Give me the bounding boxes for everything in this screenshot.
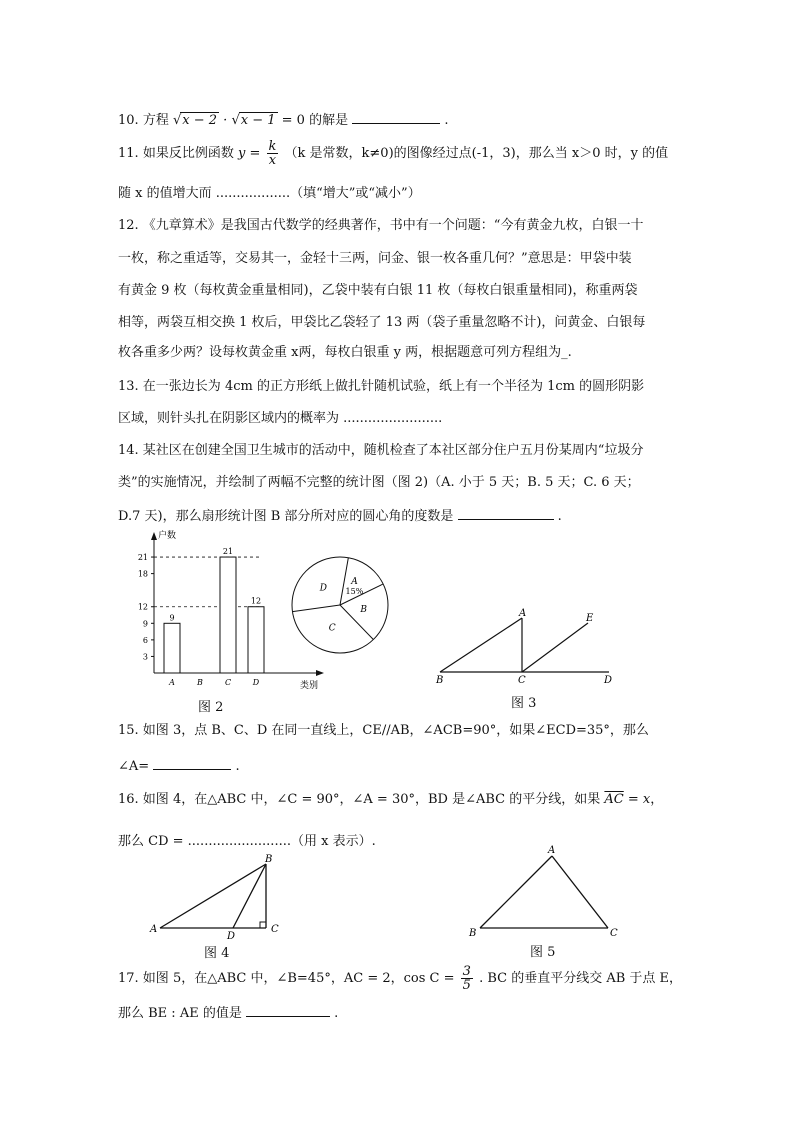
- fig3-label-b: B: [436, 675, 444, 686]
- q16-text: 16. 如图 4，在△ABC 中，∠C = 90°，∠A = 30°，BD 是∠ABC 的平分线，如果: [118, 792, 601, 807]
- q15-answer-blank[interactable]: [153, 756, 231, 770]
- fig3-line-ab: [440, 618, 522, 672]
- q12-line1: 12. 《九章算术》是我国古代数学的经典著作，书中有一个问题：“今有黄金九枚，白银一十: [118, 218, 644, 233]
- x-tick-label-a: A: [169, 678, 175, 687]
- pie-label-d: D: [319, 583, 327, 594]
- q16-vector-ac: $\overline{AC}$: [604, 792, 624, 807]
- q11-y: y =: [237, 146, 261, 161]
- q14-end: .: [557, 509, 562, 524]
- q15-angle: ∠A=: [118, 759, 150, 774]
- q15-end: .: [235, 759, 240, 774]
- q16-line1: [118, 792, 663, 808]
- y-tick-label: 21: [137, 553, 148, 563]
- q10-sqrt: √x − 2 · √x − 1: [172, 113, 276, 128]
- fig2-caption: 图 2: [198, 700, 224, 715]
- q12-line2: 一枚，称之重适等，交易其一，金轻十三两，问金、银一枚各重几何？”意思是：甲袋中装: [118, 251, 632, 266]
- q17-line2: [118, 1003, 338, 1022]
- bar-a: [164, 623, 180, 673]
- q17-answer-blank[interactable]: [246, 1003, 330, 1017]
- q16-vector-eq: = x: [627, 792, 651, 807]
- q17-den: 5: [462, 978, 471, 993]
- q10-line: [118, 110, 449, 129]
- q16-comma: ，: [650, 792, 664, 807]
- y-axis-arrow: [151, 532, 157, 540]
- q10-number: 10.: [118, 113, 139, 128]
- fig3-label-d: D: [604, 675, 613, 686]
- y-axis-label: 户数: [158, 531, 177, 541]
- q12-line5: 枚各重多少两？设每枚黄金重 x两，每枚白银重 y 两，根据题意可列方程组为_.: [118, 345, 572, 360]
- fig4-label-d: D: [227, 931, 236, 942]
- x-axis-arrow: [316, 670, 324, 676]
- q11-line1: [118, 140, 668, 167]
- pie-label-b: B: [360, 605, 367, 616]
- fig3-label-e: E: [586, 613, 594, 624]
- fig5-label-b: B: [469, 928, 477, 939]
- fig4-label-c: C: [271, 924, 279, 935]
- q17-text: 17. 如图 5，在△ABC 中，∠B=45°，AC = 2，cos C =: [118, 971, 455, 986]
- q14-answer-blank[interactable]: [458, 506, 554, 520]
- y-tick-label: 6: [142, 635, 148, 645]
- q14-line2: 类”的实施情况，并绘制了两幅不完整的统计图（图 2)（A. 小于 5 天；B. 5 天；C. 6 天；: [118, 475, 640, 490]
- fig4-caption: 图 4: [204, 946, 230, 961]
- bar-label-a: 9: [169, 613, 175, 623]
- figure-4: [148, 850, 288, 940]
- q10-tail: 的解是: [309, 113, 349, 128]
- q11-k: k: [268, 139, 277, 154]
- q15-line2: [118, 756, 240, 775]
- fig5-caption: 图 5: [530, 945, 556, 960]
- q17-end: .: [334, 1006, 339, 1021]
- q16-line2: 那么 CD = .........................（用 x 表示）.: [118, 834, 376, 849]
- fig3-label-c: C: [518, 675, 526, 686]
- pie-label-c: C: [328, 623, 336, 634]
- y-tick-label: 12: [137, 602, 148, 612]
- q14-line1: 14. 某社区在创建全国卫生城市的活动中，随机检查了本社区部分住户五月份某周内“垃圾分: [118, 443, 644, 458]
- fig5-label-a: A: [548, 845, 556, 856]
- fig4-label-a: A: [150, 924, 158, 935]
- q13-line1: 13. 在一张边长为 4cm 的正方形纸上做扎针随机试验，纸上有一个半径为 1cm 的圆形阴影: [118, 379, 645, 394]
- bar-d: [248, 607, 264, 673]
- pie-value-a: 15%: [345, 586, 364, 596]
- pie-label-a: A: [351, 576, 358, 587]
- q13-line2: 区域，则针头扎在阴影区域内的概率为 ........................: [118, 411, 443, 426]
- bar-chart: [118, 528, 319, 693]
- x-tick-label-d: D: [252, 678, 260, 687]
- fig3-label-a: A: [519, 608, 527, 619]
- x-tick-label-c: C: [224, 678, 232, 687]
- q11-x: x: [268, 153, 277, 168]
- bar-label-c: 21: [222, 547, 234, 557]
- q17-num: 3: [462, 964, 471, 979]
- fig5-label-c: C: [610, 928, 618, 939]
- q10-eq: = 0: [281, 113, 305, 128]
- q17-line1: [118, 965, 682, 992]
- x-axis-label: 类别: [300, 681, 319, 691]
- y-tick-label: 3: [142, 652, 148, 662]
- q15-line1: 15. 如图 3，点 B、C、D 在同一直线上，CE//AB，∠ACB=90°，如果∠ECD=35°，那么: [118, 723, 649, 738]
- q11-fraction: [267, 140, 279, 167]
- q12-line3: 有黄金 9 枚（每枚黄金重量相同)，乙袋中装有白银 11 枚（每枚白银重量相同)，称重两袋: [118, 283, 638, 298]
- pie-chart: [285, 550, 395, 660]
- q11-line2: 随 x 的值增大而 ..................（填“增大”或“减小”）: [118, 186, 421, 201]
- q14-line3: [118, 506, 562, 525]
- q17-text2: 那么 BE : AE 的值是: [118, 1006, 242, 1021]
- bar-c: [220, 557, 236, 673]
- q14-text: D.7 天)，那么扇形统计图 B 部分所对应的圆心角的度数是: [118, 509, 454, 524]
- fig5-line-ab: [480, 856, 552, 928]
- y-tick-label: 18: [137, 569, 148, 579]
- q12-line4: 相等，两袋互相交换 1 枚后，甲袋比乙袋轻了 13 两（袋子重量忽略不计)，问黄金、白银每: [118, 315, 646, 330]
- fig4-label-b: B: [265, 854, 273, 865]
- bar-label-d: 12: [250, 596, 262, 606]
- fig4-right-angle: [260, 922, 266, 928]
- q11-rest: （k 是常数，k≠0)的图像经过点(-1，3)，那么当 x＞0 时，y 的值: [284, 146, 669, 161]
- q17-text-rest: . BC 的垂直平分线交 AB 于点 E，: [479, 971, 683, 986]
- q11-lead: 如果反比例函数: [142, 146, 234, 161]
- q10-lead: 方程: [142, 113, 169, 128]
- figure-3: [430, 606, 620, 686]
- q10-end: .: [444, 113, 449, 128]
- q11-number: 11.: [118, 146, 139, 161]
- y-tick-label: 9: [142, 619, 148, 629]
- fig5-line-ac: [552, 856, 608, 928]
- fig3-caption: 图 3: [511, 696, 537, 711]
- fig3-line-ce: [522, 623, 588, 672]
- q17-fraction: [461, 965, 473, 992]
- q10-answer-blank[interactable]: [352, 110, 440, 124]
- x-tick-label-b: B: [197, 678, 203, 687]
- figure-5: [465, 840, 625, 940]
